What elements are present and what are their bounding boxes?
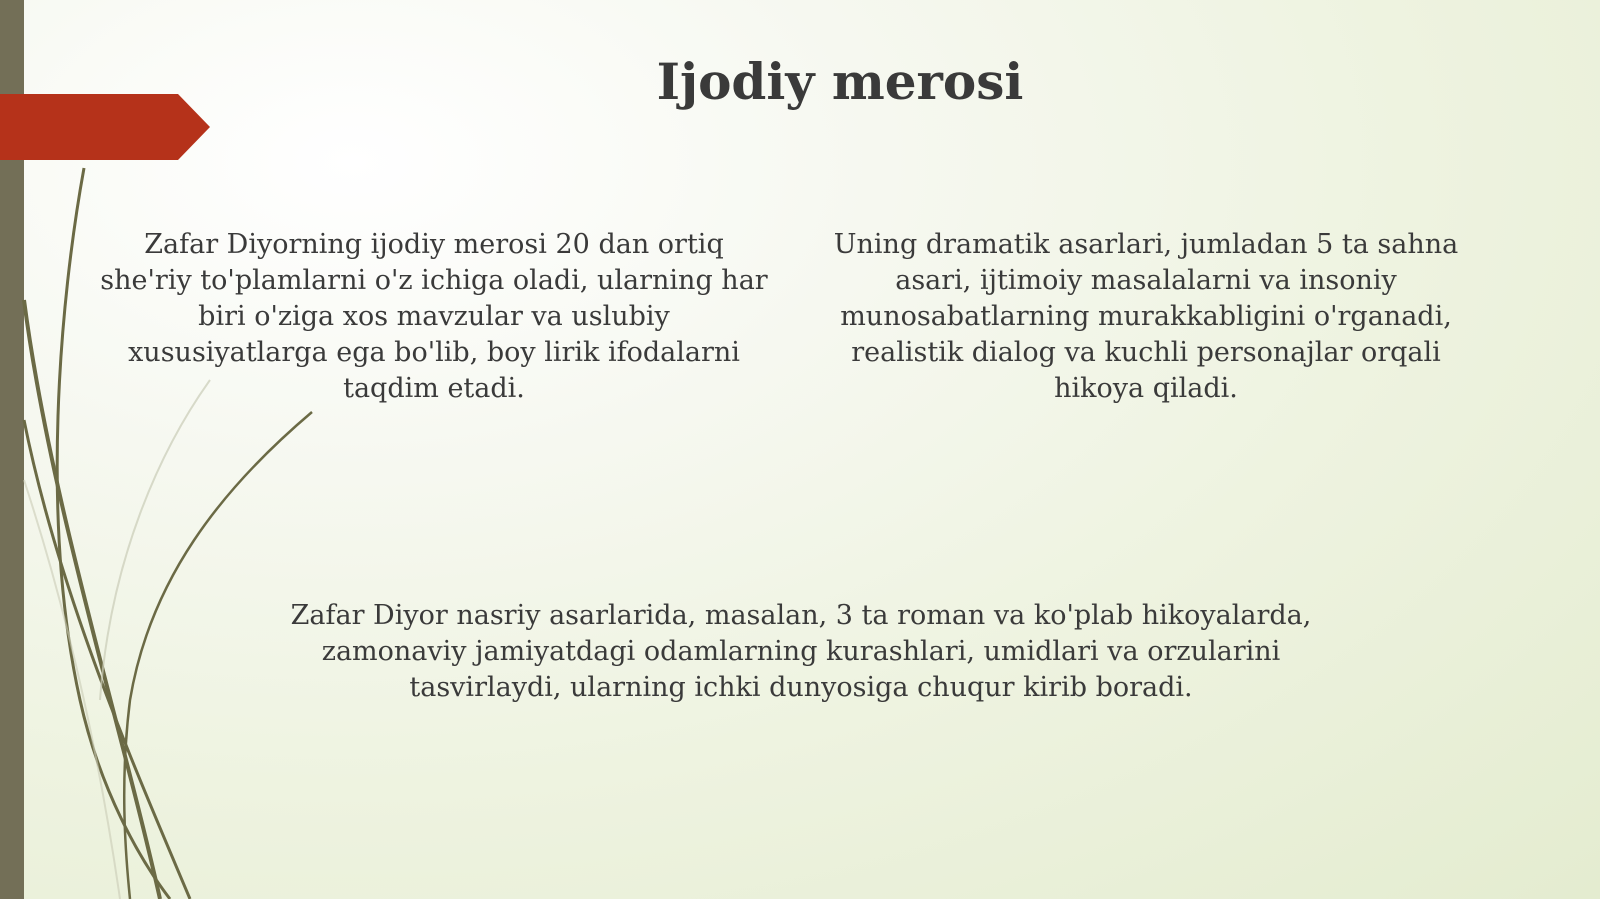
slide-title: Ijodiy merosi [656,52,1024,111]
paragraph-poetry: Zafar Diyorning ijodiy merosi 20 dan ortiq she'riy to'plamlarni o'z ichiga oladi, ularning har biri o'ziga xos mavzular va uslubiy xususiyatlarga ega bo'lib, boy lirik ifodalarni taqdim etadi. [100,229,768,404]
paragraph-prose: Zafar Diyor nasriy asarlarida, masalan, 3 ta roman va ko'plab hikoyalarda, zamonaviy jamiyatdagi odamlarning kurashlari, umidlari va orzularini tasvirlaydi, ularning ichki dunyosiga chuqur kirib boradi. [290,600,1312,703]
red-arrow-flag [0,94,210,160]
paragraph-drama: Uning dramatik asarlari, jumladan 5 ta sahna asari, ijtimoiy masalalarni va insoniy munosabatlarning murakkabligini o'rganadi, realistik dialog va kuchli personajlar orqali hikoya qiladi. [833,229,1459,404]
grass-blade-3 [24,420,190,899]
